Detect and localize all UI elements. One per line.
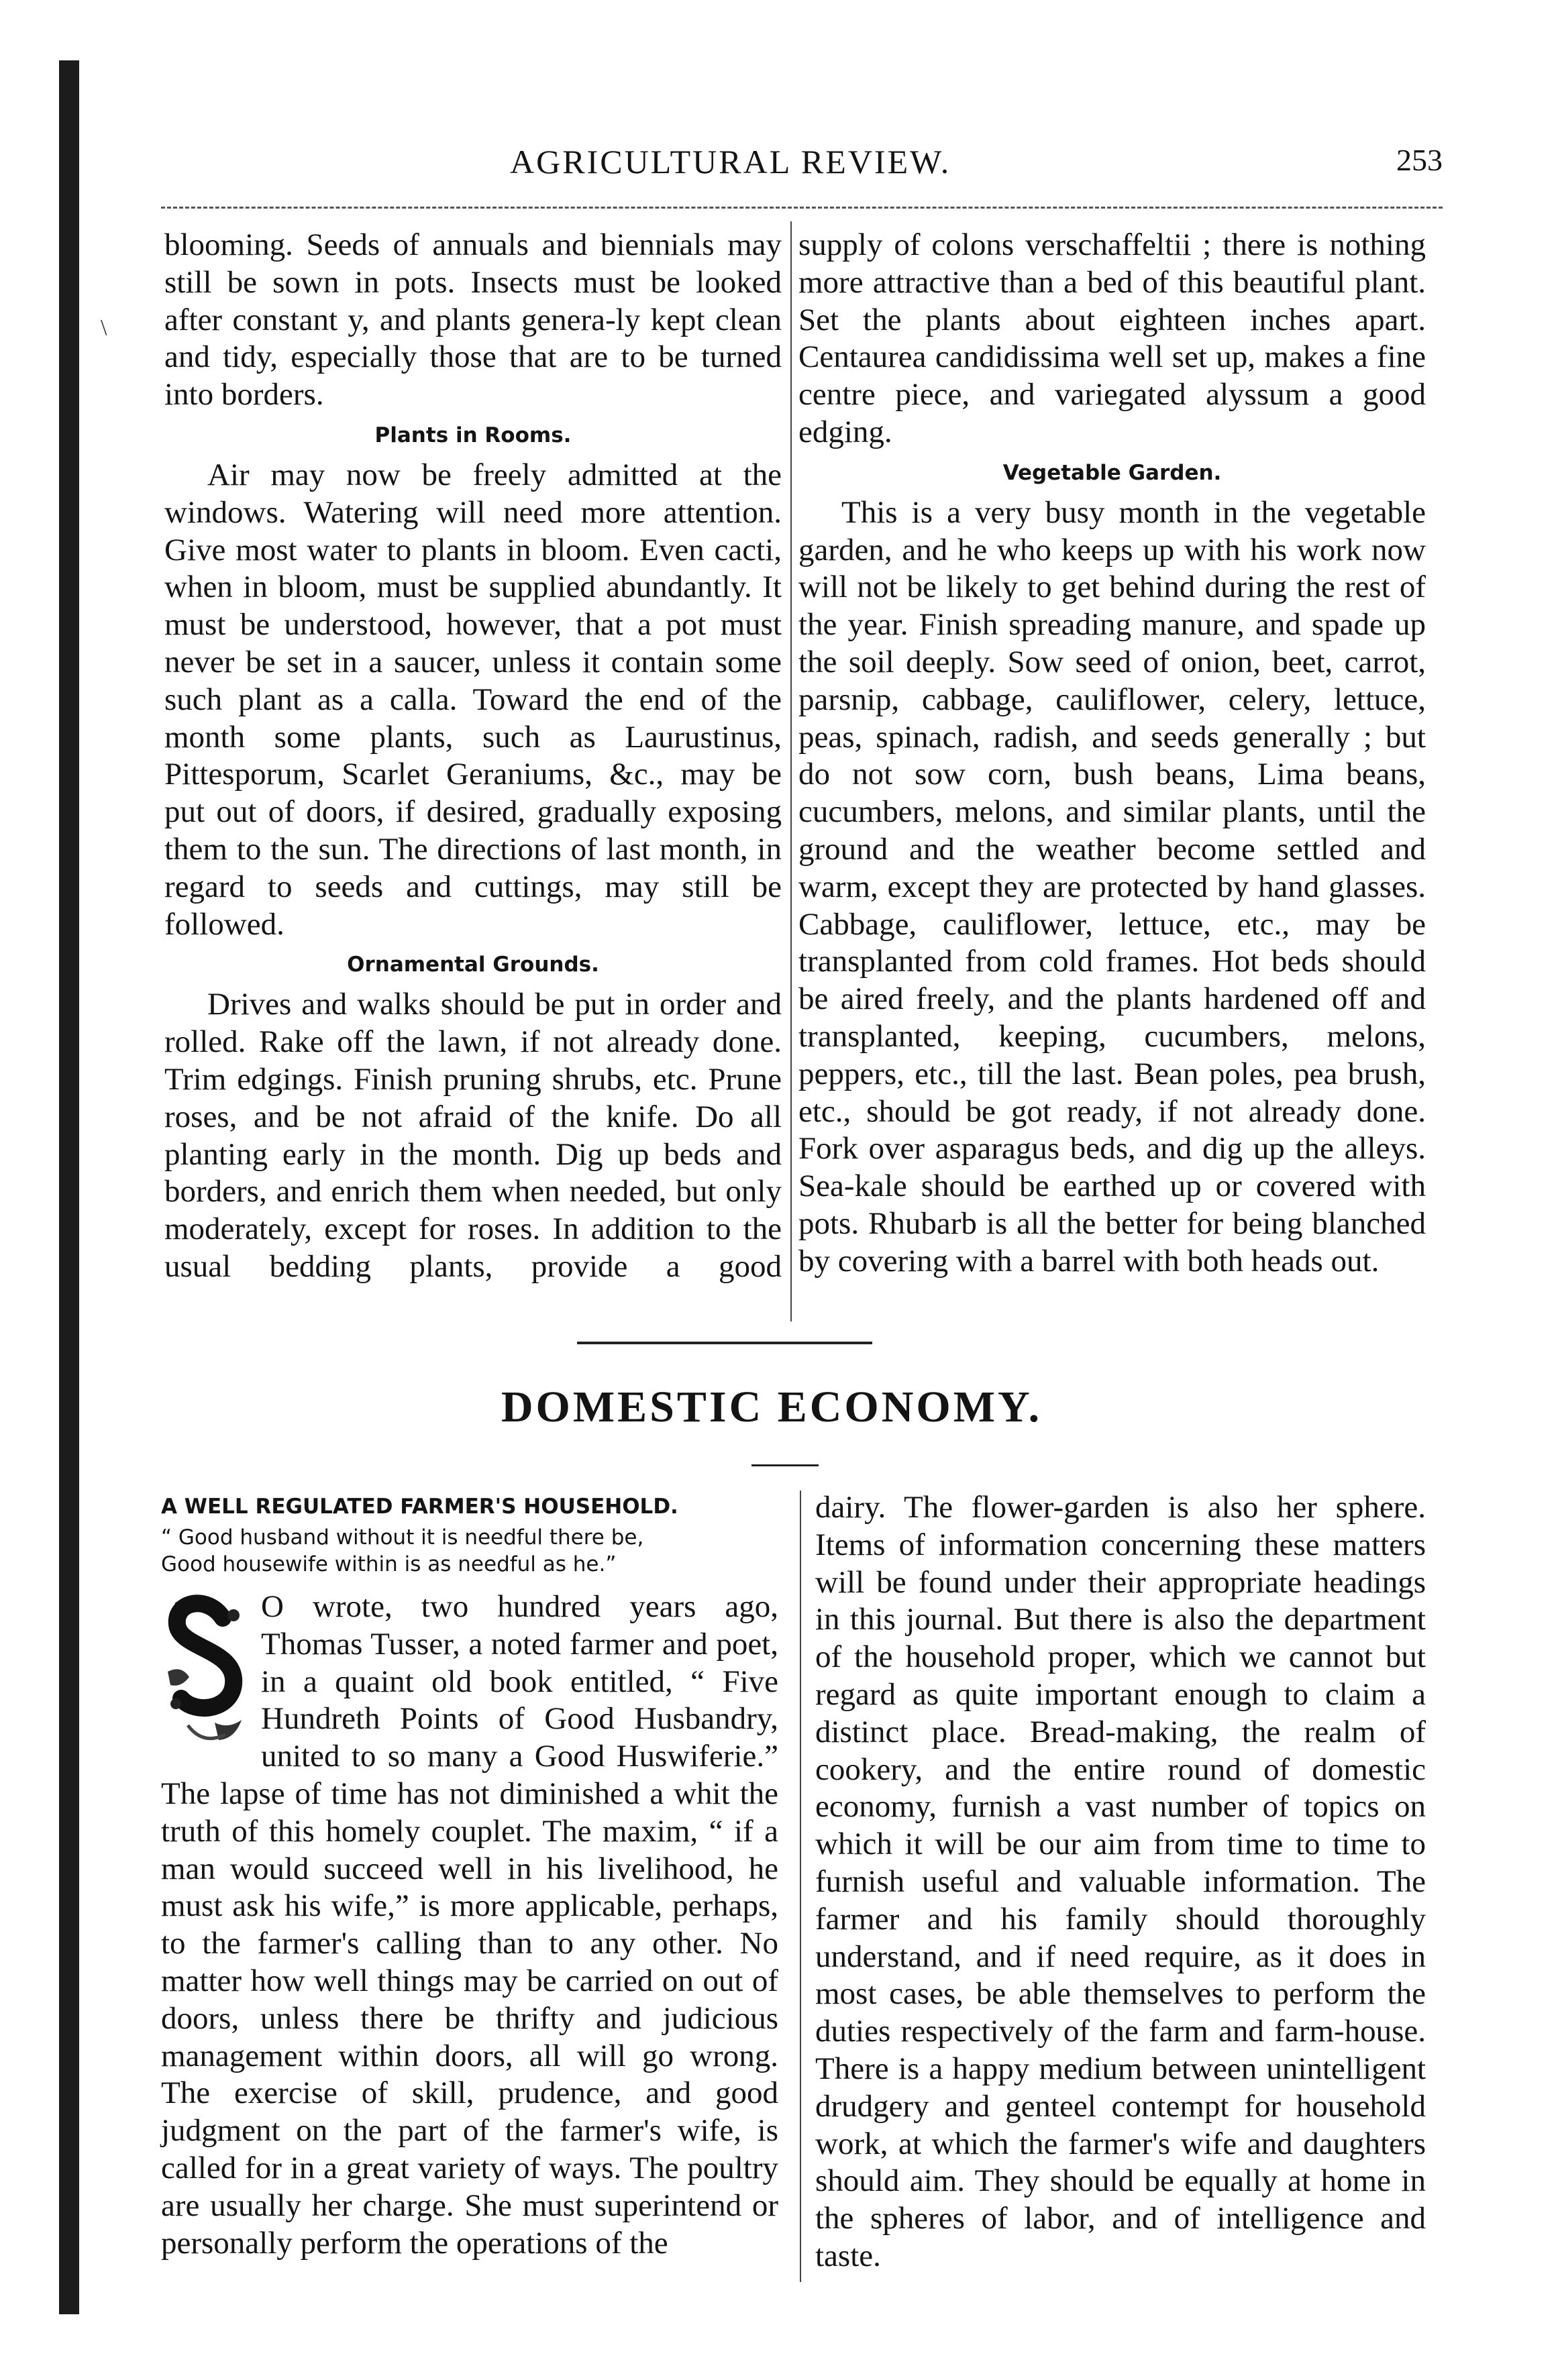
ornate-letter-S-icon (161, 1591, 252, 1749)
page-number: 253 (1396, 143, 1443, 177)
paragraph-ornamental-grounds: Drives and walks should be put in order and rolled. Rake off the lawn, if not already done. Trim edgings. Finish pruning shrubs, etc. Prune roses, and be not afraid of the knife. Do all planting early in the month. Dig up beds and borders, and enrich them when needed, but only moderately, except for roses. In addition to the usual bedding plants, provide a good (164, 987, 782, 1284)
column-bottom-left (161, 1489, 778, 2262)
paragraph-plants-in-rooms: Air may now be freely admitted at the windows. Watering will need more attention. Give most water to plants in bloom. Even cacti, when in bloom, must be supplied abundantly. It must be understood, however, that a pot must never be set in a saucer, unless it contain some such plant as a calla. Toward the end of the month some plants, such as Laurustinus, Pittesporum, Scarlet Geraniums, &c., may be put out of doors, if desired, gradually exposing them to the sun. The directions of last month, in regard to seeds and cuttings, may still be followed. (164, 457, 782, 942)
paragraph-tusser: O wrote, two hundred years ago, Thomas Tusser, a noted farmer and poet, in a quaint old book entitled, “ Five Hundreth Points of Good Husbandry, united to so many a Good Huswiferie.” The lapse of time has not diminished a whit the truth of this homely couplet. The maxim, “ if a man would succeed well in his livelihood, he must ask his wife,” is more applicable, perhaps, to the farmer's calling than to any other. No matter how well things may be carried on out of doors, unless there be thrifty and judicious management within doors, all will go wrong. The exercise of skill, prudence, and good judgment on the part of the farmer's wife, is called for in a great variety of ways. The poultry are usually her charge. She must superintend or personally perform the operations of the (161, 1589, 778, 2261)
paragraph-vegetable-garden: This is a very busy month in the vegetable garden, and he who keeps up with his work now will not be likely to get behind during the rest of the year. Finish spreading manure, and spade up the soil deeply. Sow seed of onion, beet, carrot, parsnip, cabbage, cauliflower, celery, lettuce, peas, spinach, radish, and seeds generally ; but do not sow corn, bush beans, Lima beans, cucumbers, melons, and similar plants, until the ground and the weather become settled and warm, except they are protected by hand glasses. Cabbage, cauliflower, lettuce, etc., may be transplanted from cold frames. Hot beds should be aired freely, and the plants hardened off and transplanted, keeping, cucumbers, melons, peppers, etc., till the last. Bean poles, pea brush, etc., should be got ready, if not already done. Fork over asparagus beds, and dig up the alleys. Sea-kale should be earthed up or covered with pots. Rhubarb is all the better for being blanched by covering with a barrel with both heads out. (798, 494, 1426, 1279)
paragraph-supply: supply of colons verschaffeltii ; there is nothing more attractive than a bed of this beautiful plant. Set the plants about eighteen inches apart. Centaurea candidissima well set up, makes a fine centre piece, and variegated alyssum a good edging. (798, 227, 1426, 449)
paragraph-blooming: blooming. Seeds of annuals and biennials may still be sown in pots. Insects must be looked after constant y, and plants genera-ly kept clean and tidy, especially those that are to be turned into borders. (164, 227, 782, 413)
margin-mark: \ (101, 315, 107, 340)
column-divider-top (790, 221, 792, 1321)
subhead-plants-in-rooms: Plants in Rooms. (374, 423, 572, 447)
section-title: DOMESTIC ECONOMY. (501, 1383, 1043, 1431)
section-rule (577, 1342, 872, 1344)
running-title: AGRICULTURAL REVIEW. (510, 143, 951, 180)
column-top-left (164, 227, 782, 1286)
column-divider-bottom (800, 1491, 801, 2282)
section-short-rule (751, 1464, 819, 1466)
epigraph-line-2: Good housewife within is as needful as he.” (161, 1552, 617, 1576)
running-head (161, 142, 1443, 182)
column-top-right (798, 227, 1426, 1281)
subhead-ornamental-grounds: Ornamental Grounds. (347, 953, 599, 977)
header-rule (161, 207, 1443, 209)
column-bottom-right (815, 1489, 1426, 2275)
epigraph-line-1: “ Good husband without it is needful there be, (161, 1525, 644, 1550)
paragraph-dairy: dairy. The flower-garden is also her sphere. Items of information concerning these matters will be found under their appropriate headings in this journal. But there is also the department of the household proper, which we cannot but regard as quite important enough to claim a distinct place. Bread-making, the realm of cookery, and the entire round of domestic economy, furnish a vast number of topics on which it will be our aim from time to time to furnish useful and valuable information. The farmer and his family should thoroughly understand, and if need require, as it does in most cases, be able themselves to perform the duties respectively of the farm and farm-house. There is a happy medium between unintelligent drudgery and genteel contempt for household work, at which the farmer's wife and daughters should aim. They should be equally at home in the spheres of labor, and of intelligence and taste. (815, 1490, 1426, 2273)
subhead-vegetable-garden: Vegetable Garden. (1002, 460, 1222, 485)
article-title: A WELL REGULATED FARMER'S HOUSEHOLD. (161, 1495, 678, 1519)
binding-edge (59, 60, 79, 2314)
epigraph (161, 1524, 778, 1578)
